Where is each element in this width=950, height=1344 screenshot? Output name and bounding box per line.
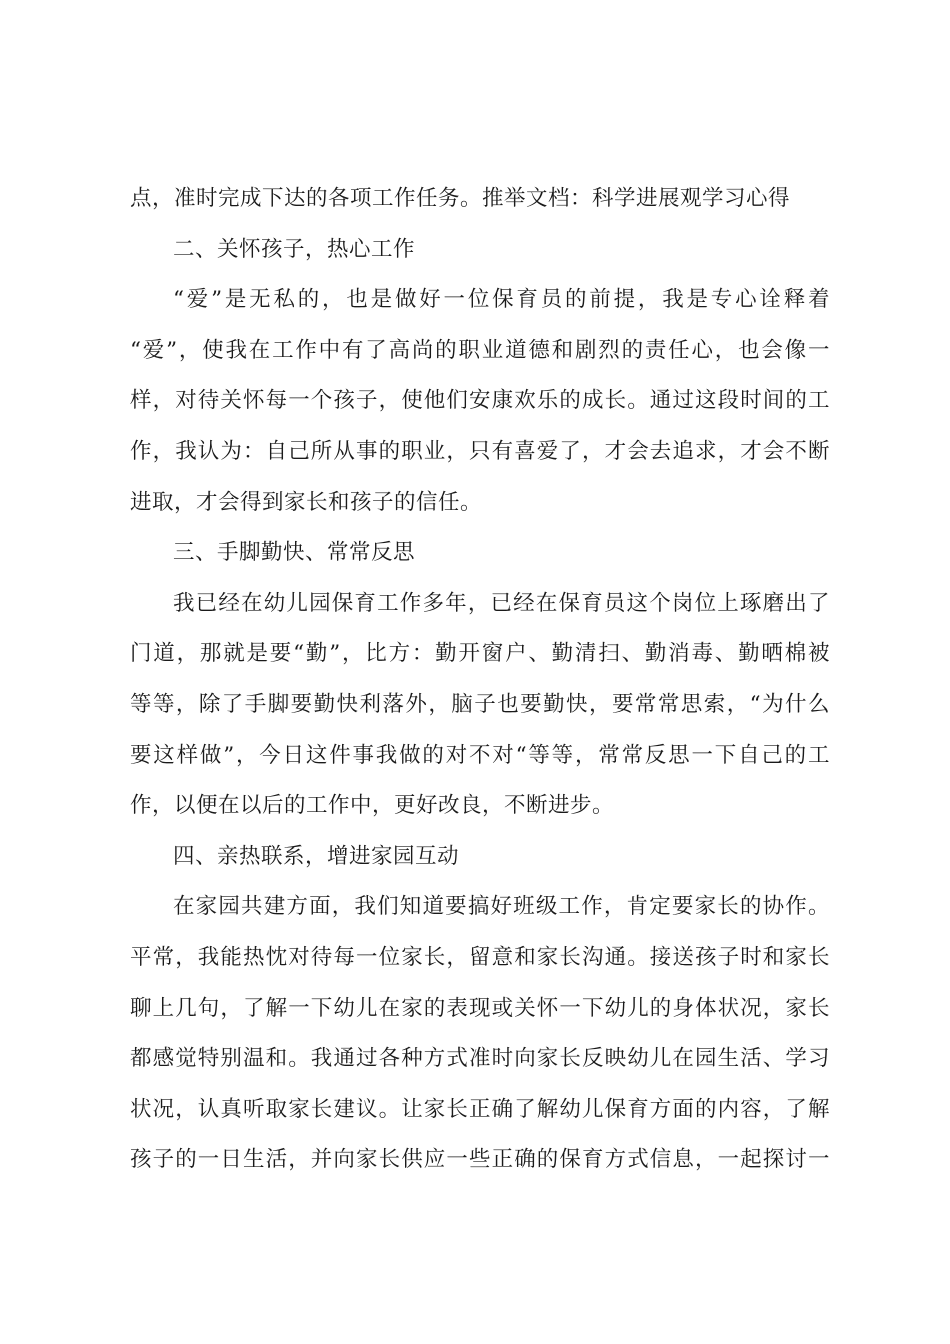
- text-line: 都感觉特别温和。我通过各种方式准时向家长反映幼儿在园生活、学习: [130, 1046, 830, 1072]
- text-line: 状况，认真听取家长建议。让家长正确了解幼儿保育方面的内容，了解: [130, 1096, 830, 1122]
- text-line: 在家园共建方面，我们知道要搞好班级工作，肯定要家长的协作。: [173, 894, 830, 920]
- text-line: 聊上几句，了解一下幼儿在家的表现或关怀一下幼儿的身体状况，家长: [130, 995, 830, 1021]
- text-line: 点，准时完成下达的各项工作任务。推举文档：科学进展观学习心得: [130, 186, 791, 211]
- section-heading: 二、关怀孩子，热心工作: [173, 236, 416, 262]
- text-line: 进取，才会得到家长和孩子的信任。: [130, 489, 483, 515]
- text-line: 作，以便在以后的工作中，更好改良，不断进步。: [130, 793, 615, 819]
- text-line: 门道，那就是要“勤”，比方：勤开窗户、勤清扫、勤消毒、勤晒棉被: [130, 641, 830, 667]
- text-line: 作，我认为：自己所从事的职业，只有喜爱了，才会去追求，才会不断: [130, 438, 830, 464]
- text-line: 孩子的一日生活，并向家长供应一些正确的保育方式信息，一起探讨一: [130, 1147, 830, 1173]
- text-line: “爱”，使我在工作中有了高尚的职业道德和剧烈的责任心，也会像一: [130, 337, 830, 363]
- text-line: “爱”是无私的，也是做好一位保育员的前提，我是专心诠释着: [173, 287, 830, 313]
- section-heading: 四、亲热联系，增进家园互动: [173, 843, 460, 869]
- text-line: 样，对待关怀每一个孩子，使他们安康欢乐的成长。通过这段时间的工: [130, 388, 830, 414]
- text-line: 我已经在幼儿园保育工作多年，已经在保育员这个岗位上琢磨出了: [173, 590, 830, 616]
- text-line: 平常，我能热忱对待每一位家长，留意和家长沟通。接送孩子时和家长: [130, 944, 830, 970]
- text-line: 要这样做”，今日这件事我做的对不对“等等，常常反思一下自己的工: [130, 742, 830, 768]
- text-line: 等等，除了手脚要勤快利落外，脑子也要勤快，要常常思索，“为什么: [130, 691, 830, 717]
- section-heading: 三、手脚勤快、常常反思: [173, 540, 416, 566]
- document-body: [130, 186, 830, 1198]
